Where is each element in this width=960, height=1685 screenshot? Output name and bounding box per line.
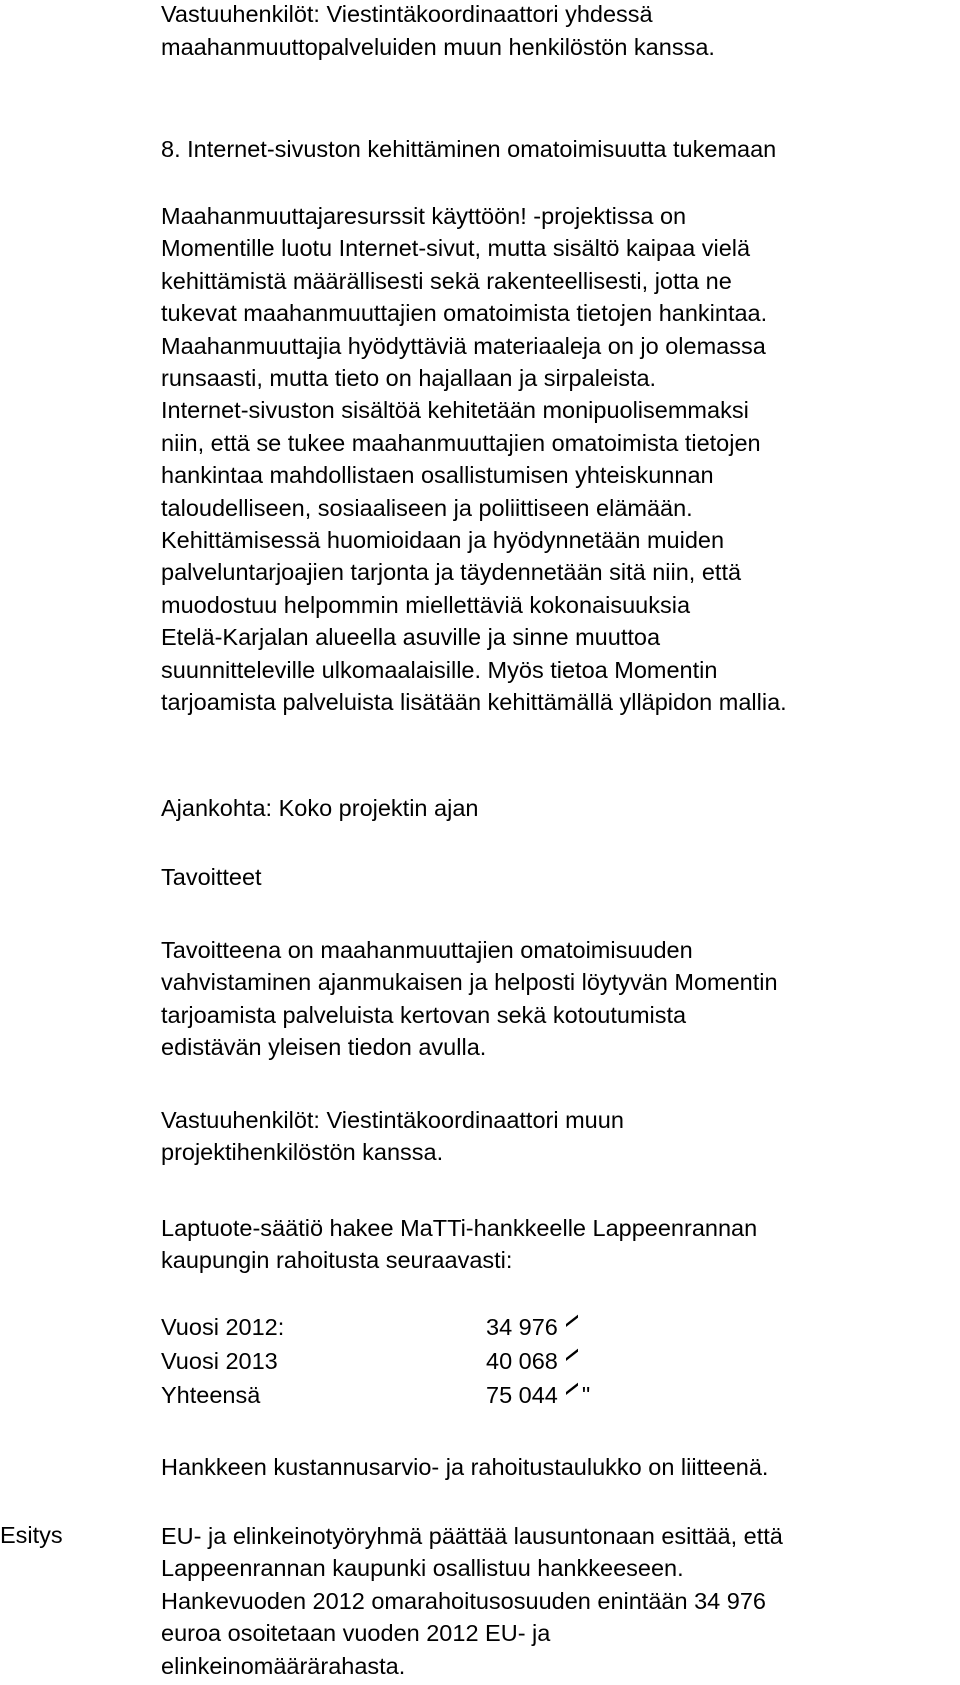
funding-suffix: " [581,1382,591,1408]
text-line: Hankevuoden 2012 omarahoitusosuuden enintään 34 976 [161,1587,766,1614]
goals-heading: Tavoitteet [161,864,262,890]
text-line: tukevat maahanmuuttajien omatoimista tietojen hankintaa. [161,300,768,327]
text-line: Laptuote-säätiö hakee MaTTi-hankkeelle Lappeenrannan [161,1215,758,1241]
text-line: projektihenkilöstön kanssa. [161,1139,444,1166]
responsible-paragraph [161,1104,960,1169]
euro-icon [564,1387,578,1405]
funding-year: Vuosi 2013 [161,1348,278,1374]
goals-paragraph [161,934,960,1064]
text-line: runsaasti, mutta tieto on hajallaan ja sirpaleista. [161,365,657,392]
funding-row-total [161,1380,590,1411]
text-line: Vastuuhenkilöt: Viestintäkoordinaattori muun [161,1107,624,1133]
text-line: Kehittämisessä huomioidaan ja hyödynnetään muiden [161,527,725,554]
proposal-paragraph [161,1520,960,1682]
text-line: vahvistaminen ajanmukaisen ja helposti löytyvän Momentin [161,969,778,996]
text-line: maahanmuuttopalveluiden muun henkilöstön kanssa. [161,34,715,60]
text-line: kehittämistä määrällisesti sekä rakenteellisesti, jotta ne [161,267,732,294]
text-line: Internet-sivuston sisältöä kehitetään monipuolisemmaksi [161,397,749,424]
text-line: EU- ja elinkeinotyöryhmä päättää lausuntonaan esittää, että [161,1523,783,1549]
funding-amount: 40 068 [486,1348,558,1374]
text-line: tarjoamista palveluista lisätään kehittämällä ylläpidon mallia. [161,689,787,716]
section-body [161,200,960,719]
text-line: suunnitteleville ulkomaalaisille. Myös tietoa Momentin [161,656,718,683]
text-line: Maahanmuuttajaresurssit käyttöön! -projektissa on [161,203,687,229]
text-line: niin, että se tukee maahanmuuttajien omatoimista tietojen [161,429,761,456]
text-line: palveluntarjoajien tarjonta ja täydennetään sitä niin, että [161,559,742,586]
text-line: Maahanmuuttajia hyödyttäviä materiaaleja on jo olemassa [161,332,766,359]
funding-intro [161,1212,960,1277]
text-line: kaupungin rahoitusta seuraavasti: [161,1247,513,1274]
euro-icon [564,1353,578,1371]
funding-amount: 75 044 [486,1382,558,1408]
timing-line: Ajankohta: Koko projektin ajan [161,795,479,821]
text-line: muodostuu helpommin miellettäviä kokonaisuuksia [161,591,691,618]
funding-row [161,1312,578,1343]
funding-year: Yhteensä [161,1382,261,1408]
text-line: Lappeenrannan kaupunki osallistuu hankkeeseen. [161,1555,684,1582]
text-line: Momentille luotu Internet-sivut, mutta sisältö kaipaa vielä [161,235,751,262]
proposal-label: Esitys [0,1522,63,1548]
text-line: taloudelliseen, sosiaaliseen ja poliittiseen elämään. [161,494,693,521]
text-line: elinkeinomäärärahasta. [161,1652,406,1679]
text-line: tarjoamista palveluista kertovan sekä kotoutumista [161,1001,687,1028]
text-line: edistävän yleisen tiedon avulla. [161,1034,487,1061]
funding-amount: 34 976 [486,1314,558,1340]
intro-paragraph [161,0,960,64]
section-heading: 8. Internet-sivuston kehittäminen omatoimisuutta tukemaan [161,136,777,162]
funding-year: Vuosi 2012: [161,1314,285,1340]
funding-row [161,1346,578,1377]
text-line: hankintaa mahdollistaen osallistumisen yhteiskunnan [161,462,714,489]
attachment-note: Hankkeen kustannusarvio- ja rahoitustaulukko on liitteenä. [161,1454,769,1480]
text-line: euroa osoitetaan vuoden 2012 EU- ja [161,1620,551,1647]
euro-icon [564,1319,578,1337]
text-line: Tavoitteena on maahanmuuttajien omatoimisuuden [161,937,693,963]
text-line: Etelä-Karjalan alueella asuville ja sinne muuttoa [161,624,661,651]
text-line: Vastuuhenkilöt: Viestintäkoordinaattori yhdessä [161,1,653,27]
